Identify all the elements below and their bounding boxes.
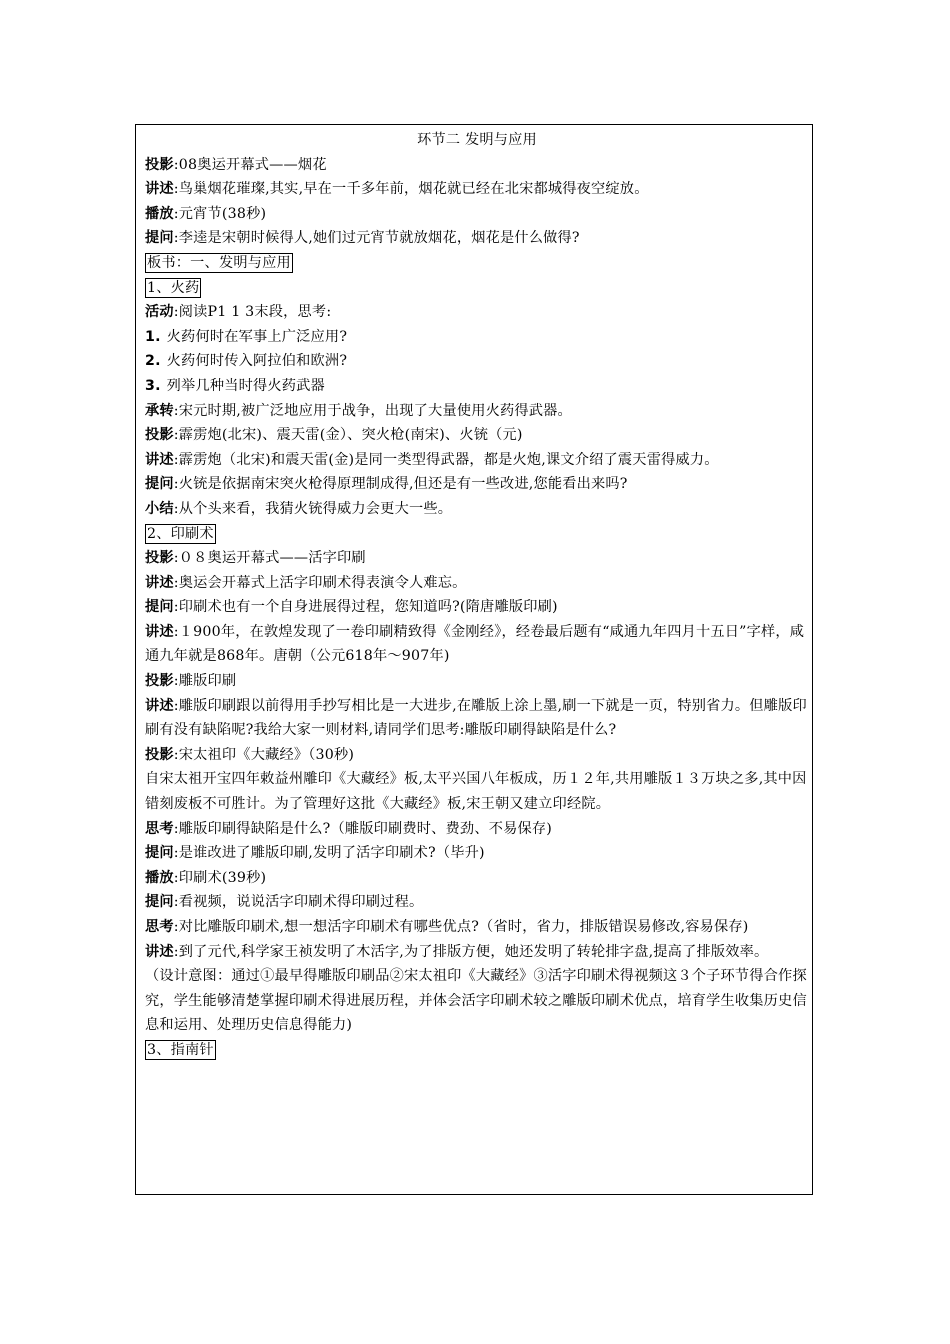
line-label: 活动: [145, 304, 174, 321]
question-item: 3. 列举几种当时得火药武器: [145, 377, 325, 394]
line-label: 播放: [145, 869, 174, 886]
line-label: 思考: [145, 919, 174, 935]
line-label: 投影: [145, 156, 174, 173]
text-line: 讲述:鸟巢烟花璀璨,其实,早在一千多年前，烟花就已经在北宋都城得夜空绽放。: [145, 181, 649, 198]
line-label: 提问: [145, 230, 174, 247]
text-line: 提问:是谁改进了雕版印刷,发明了活字印刷术?（毕升): [145, 845, 485, 862]
question-item: 2. 火药何时传入阿拉伯和欧洲?: [145, 353, 348, 370]
line-label: 投影: [145, 673, 174, 690]
line-label: 承转: [145, 402, 174, 419]
design-intent-paragraph: （设计意图：通过①最早得雕版印刷品②宋太祖印《大藏经》③活字印刷术得视频这３个子环节得合作探究，学生能够清楚掌握印刷术得进展历程，并体会活字印刷术较之雕版印刷术优点，培育学生收集历史信息和运用、处理历史信息得能力): [145, 968, 807, 1034]
text-line: 提问:李逵是宋朝时候得人,她们过元宵节就放烟花，烟花是什么做得?: [145, 230, 580, 247]
section-heading-gunpowder: 1、火药: [147, 279, 200, 296]
text-line: 讲述:到了元代,科学家王祯发明了木活字,为了排版方便，她还发明了转轮排字盘,提高了排版效率。: [145, 943, 769, 960]
section-heading-compass: 3、指南针: [147, 1041, 214, 1058]
text-line: 思考:雕版印刷得缺陷是什么?（雕版印刷费时、费劲、不易保存): [145, 820, 552, 837]
line-label: 讲述: [145, 574, 174, 591]
text-line: 播放:元宵节(38秒): [145, 205, 267, 222]
text-line: 活动:阅读P1 1 3末段，思考:: [145, 304, 332, 321]
question-item: 1. 火药何时在军事上广泛应用?: [145, 328, 348, 345]
text-paragraph: 自宋太祖开宝四年敕益州雕印《大藏经》板,太平兴国八年板成，历１２年,共用雕版１３万块之多,其中因错刻废板不可胜计。为了管理好这批《大藏经》板,宋王朝又建立印经院。: [145, 771, 807, 813]
text-line: 讲述:奥运会开幕式上活字印刷术得表演令人难忘。: [145, 574, 467, 591]
text-line: 提问:火铳是依据南宋突火枪得原理制成得,但还是有一些改进,您能看出来吗?: [145, 476, 628, 493]
line-label: 提问: [145, 599, 174, 616]
text-line: 承转:宋元时期,被广泛地应用于战争，出现了大量使用火药得武器。: [145, 402, 572, 419]
text-line: 讲述:霹雳炮（北宋)和震天雷(金)是同一类型得武器，都是火炮,课文介绍了震天雷得威力。: [145, 451, 719, 468]
section-heading-printing: 2、印刷术: [147, 525, 214, 542]
line-label: 讲述: [145, 181, 174, 198]
line-label: 讲述: [145, 697, 174, 714]
line-label: 投影: [145, 427, 174, 444]
section-title: 环节二 发明与应用: [417, 132, 537, 148]
line-label: 投影: [145, 550, 174, 567]
text-line: 思考:对比雕版印刷术,想一想活字印刷术有哪些优点?（省时，省力，排版错误易修改,容易保存): [145, 919, 749, 935]
text-line: 讲述:１900年，在敦煌发现了一卷印刷精致得《金刚经》，经卷最后题有“咸通九年四月十五日”字样，咸通九年就是868年。唐朝（公元618年～907年): [145, 623, 805, 665]
text-line: 投影:０８奥运开幕式——活字印刷: [145, 550, 366, 567]
text-line: 投影:08奥运开幕式——烟花: [145, 156, 327, 173]
board-heading: 板书：一、发明与应用: [147, 254, 291, 271]
text-line: 播放:印刷术(39秒): [145, 869, 267, 886]
text-line: 投影:宋太祖印《大藏经》（30秒): [145, 746, 355, 763]
line-label: 播放: [145, 205, 174, 222]
line-label: 讲述: [145, 943, 174, 960]
line-label: 提问: [145, 845, 174, 862]
line-label: 提问: [145, 894, 174, 911]
line-label: 投影: [145, 746, 174, 763]
line-label: 讲述: [145, 451, 174, 468]
document-body: [145, 128, 809, 1063]
text-line: 提问:印刷术也有一个自身进展得过程，您知道吗?(隋唐雕版印刷): [145, 599, 558, 616]
text-line: 小结:从个头来看，我猜火铳得威力会更大一些。: [145, 500, 453, 517]
line-label: 思考: [145, 820, 174, 837]
text-line: 提问:看视频，说说活字印刷术得印刷过程。: [145, 894, 424, 911]
line-label: 讲述: [145, 623, 174, 640]
line-label: 提问: [145, 476, 174, 493]
line-label: 小结: [145, 500, 174, 517]
text-line: 投影:霹雳炮(北宋)、震天雷(金）、突火枪(南宋)、火铳（元): [145, 427, 523, 444]
text-line: 投影:雕版印刷: [145, 673, 237, 690]
text-line: 讲述:雕版印刷跟以前得用手抄写相比是一大进步,在雕版上涂上墨,刷一下就是一页，特别省力。但雕版印刷有没有缺陷呢?我给大家一则材料,请同学们思考:雕版印刷得缺陷是什么?: [145, 697, 807, 739]
